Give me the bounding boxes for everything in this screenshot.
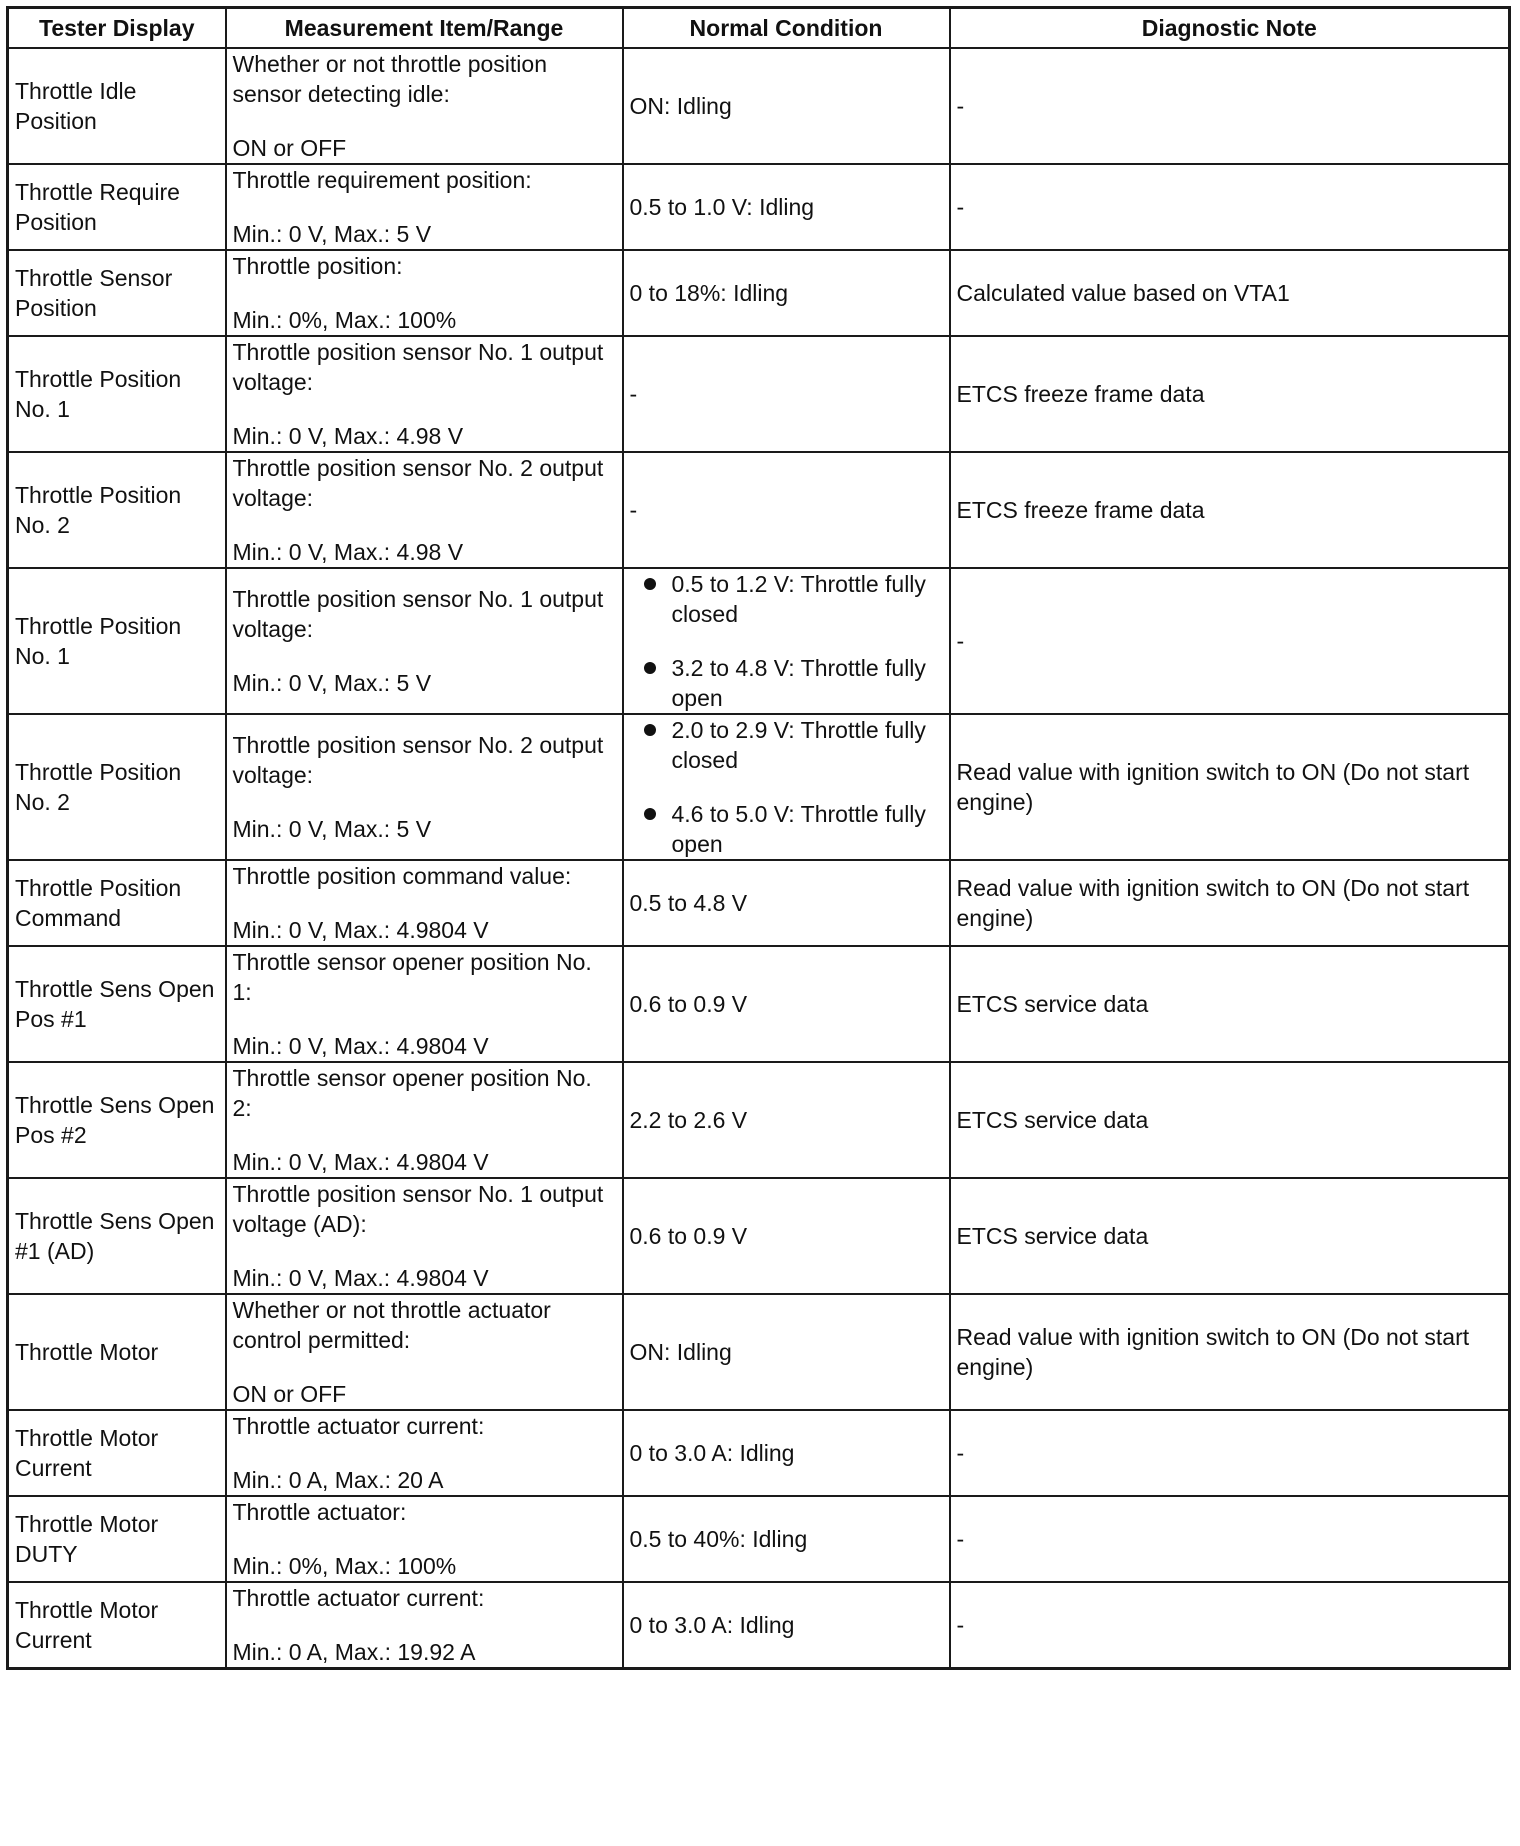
diagnostic-note-cell: Read value with ignition switch to ON (Do not start engine) (950, 714, 1510, 860)
table-row (8, 860, 1510, 946)
normal-condition-cell (623, 568, 950, 714)
measurement-cell (226, 1294, 623, 1410)
condition-item (624, 653, 949, 713)
normal-condition-cell: - (623, 452, 950, 568)
normal-condition-cell: 0.6 to 0.9 V (623, 1178, 950, 1294)
measurement-description: Throttle position sensor No. 1 output voltage: (232, 339, 604, 395)
measurement-range: Min.: 0 V, Max.: 4.9804 V (232, 917, 489, 943)
tester-display-cell: Throttle Position No. 1 (8, 336, 226, 452)
bullet-icon (644, 724, 656, 736)
condition-text: 2.0 to 2.9 V: Throttle fully closed (671, 717, 926, 773)
diagnostic-note-cell: - (950, 48, 1510, 164)
measurement-range: Min.: 0 V, Max.: 4.98 V (232, 539, 464, 565)
condition-item (624, 715, 949, 775)
measurement-range: Min.: 0 V, Max.: 4.9804 V (232, 1033, 489, 1059)
measurement-range: ON or OFF (232, 1381, 347, 1407)
table-row (8, 1582, 1510, 1669)
table-row (8, 164, 1510, 250)
tester-display-cell: Throttle Sens Open Pos #2 (8, 1062, 226, 1178)
measurement-range: Min.: 0 V, Max.: 5 V (232, 670, 432, 696)
normal-condition-cell: 0 to 3.0 A: Idling (623, 1582, 950, 1669)
diagnostic-note-cell: ETCS freeze frame data (950, 452, 1510, 568)
measurement-range: Min.: 0%, Max.: 100% (232, 307, 457, 333)
tester-display-cell: Throttle Sens Open #1 (AD) (8, 1178, 226, 1294)
measurement-range: Min.: 0 V, Max.: 5 V (232, 816, 432, 842)
measurement-description: Throttle position: (232, 253, 403, 279)
tester-display-cell: Throttle Position No. 2 (8, 714, 226, 860)
measurement-cell (226, 714, 623, 860)
measurement-cell (226, 1496, 623, 1582)
measurement-range: Min.: 0 A, Max.: 20 A (232, 1467, 444, 1493)
diagnostic-note-cell: Read value with ignition switch to ON (Do not start engine) (950, 860, 1510, 946)
header-normal-condition: Normal Condition (623, 8, 950, 49)
normal-condition-cell: - (623, 336, 950, 452)
tester-display-cell: Throttle Position Command (8, 860, 226, 946)
diagnostic-note-cell: - (950, 164, 1510, 250)
header-row (8, 8, 1510, 49)
bullet-icon (644, 662, 656, 674)
table-row (8, 1062, 1510, 1178)
measurement-description: Throttle actuator current: (232, 1413, 485, 1439)
table-row (8, 48, 1510, 164)
header-measurement-item: Measurement Item/Range (226, 8, 623, 49)
tester-display-cell: Throttle Position No. 2 (8, 452, 226, 568)
measurement-cell (226, 568, 623, 714)
measurement-range: Min.: 0 V, Max.: 4.9804 V (232, 1149, 489, 1175)
tester-display-cell: Throttle Position No. 1 (8, 568, 226, 714)
measurement-description: Throttle actuator: (232, 1499, 407, 1525)
measurement-description: Throttle position sensor No. 2 output voltage: (232, 732, 604, 788)
tester-display-cell: Throttle Sens Open Pos #1 (8, 946, 226, 1062)
table-row (8, 250, 1510, 336)
diagnostic-note-cell: ETCS service data (950, 1062, 1510, 1178)
measurement-description: Whether or not throttle actuator control permitted: (232, 1297, 551, 1353)
table-row (8, 946, 1510, 1062)
measurement-cell (226, 1410, 623, 1496)
measurement-description: Throttle sensor opener position No. 1: (232, 949, 592, 1005)
table-row (8, 568, 1510, 714)
bullet-icon (644, 578, 656, 590)
measurement-description: Throttle position sensor No. 1 output voltage (AD): (232, 1181, 604, 1237)
diagnostic-note-cell: - (950, 1410, 1510, 1496)
tester-display-cell: Throttle Motor DUTY (8, 1496, 226, 1582)
condition-list (624, 715, 949, 859)
measurement-description: Throttle position sensor No. 2 output voltage: (232, 455, 604, 511)
normal-condition-cell: ON: Idling (623, 48, 950, 164)
tester-display-cell: Throttle Idle Position (8, 48, 226, 164)
normal-condition-cell: 0 to 18%: Idling (623, 250, 950, 336)
normal-condition-cell: 0.5 to 1.0 V: Idling (623, 164, 950, 250)
measurement-description: Throttle position sensor No. 1 output voltage: (232, 586, 604, 642)
table-row (8, 452, 1510, 568)
normal-condition-cell: 0.5 to 40%: Idling (623, 1496, 950, 1582)
normal-condition-cell: ON: Idling (623, 1294, 950, 1410)
normal-condition-cell (623, 714, 950, 860)
tester-display-cell: Throttle Sensor Position (8, 250, 226, 336)
measurement-description: Throttle sensor opener position No. 2: (232, 1065, 592, 1121)
tester-display-cell: Throttle Require Position (8, 164, 226, 250)
diagnostic-note-cell: - (950, 1496, 1510, 1582)
table-row (8, 1178, 1510, 1294)
measurement-range: Min.: 0%, Max.: 100% (232, 1553, 457, 1579)
diagnostic-note-cell: ETCS freeze frame data (950, 336, 1510, 452)
condition-text: 3.2 to 4.8 V: Throttle fully open (671, 655, 926, 711)
diagnostic-note-cell: Read value with ignition switch to ON (Do not start engine) (950, 1294, 1510, 1410)
measurement-description: Whether or not throttle position sensor detecting idle: (232, 51, 547, 107)
measurement-cell (226, 164, 623, 250)
measurement-cell (226, 1062, 623, 1178)
bullet-icon (644, 808, 656, 820)
table-row (8, 1294, 1510, 1410)
measurement-range: Min.: 0 V, Max.: 4.9804 V (232, 1265, 489, 1291)
table-row (8, 336, 1510, 452)
diagnostic-note-cell: ETCS service data (950, 946, 1510, 1062)
measurement-description: Throttle requirement position: (232, 167, 532, 193)
normal-condition-cell: 0.6 to 0.9 V (623, 946, 950, 1062)
condition-item (624, 799, 949, 859)
condition-list (624, 569, 949, 713)
header-tester-display: Tester Display (8, 8, 226, 49)
measurement-range: Min.: 0 V, Max.: 5 V (232, 221, 432, 247)
diagnostic-note-cell: Calculated value based on VTA1 (950, 250, 1510, 336)
diagnostic-note-cell: - (950, 568, 1510, 714)
header-diagnostic-note: Diagnostic Note (950, 8, 1510, 49)
table-row (8, 1496, 1510, 1582)
table-row (8, 1410, 1510, 1496)
condition-item (624, 569, 949, 629)
tester-display-cell: Throttle Motor (8, 1294, 226, 1410)
diagnostic-note-cell: - (950, 1582, 1510, 1669)
measurement-cell (226, 336, 623, 452)
table-row (8, 714, 1510, 860)
normal-condition-cell: 0.5 to 4.8 V (623, 860, 950, 946)
throttle-data-table (6, 6, 1511, 1670)
measurement-cell (226, 452, 623, 568)
measurement-description: Throttle position command value: (232, 863, 572, 889)
measurement-range: ON or OFF (232, 135, 347, 161)
measurement-cell (226, 1582, 623, 1669)
diagnostic-note-cell: ETCS service data (950, 1178, 1510, 1294)
condition-text: 0.5 to 1.2 V: Throttle fully closed (671, 571, 926, 627)
measurement-cell (226, 946, 623, 1062)
normal-condition-cell: 2.2 to 2.6 V (623, 1062, 950, 1178)
measurement-cell (226, 48, 623, 164)
condition-text: 4.6 to 5.0 V: Throttle fully open (671, 801, 926, 857)
measurement-cell (226, 250, 623, 336)
measurement-cell (226, 1178, 623, 1294)
measurement-cell (226, 860, 623, 946)
measurement-description: Throttle actuator current: (232, 1585, 485, 1611)
measurement-range: Min.: 0 A, Max.: 19.92 A (232, 1639, 476, 1665)
normal-condition-cell: 0 to 3.0 A: Idling (623, 1410, 950, 1496)
tester-display-cell: Throttle Motor Current (8, 1410, 226, 1496)
measurement-range: Min.: 0 V, Max.: 4.98 V (232, 423, 464, 449)
tester-display-cell: Throttle Motor Current (8, 1582, 226, 1669)
data-list-sheet (6, 6, 1508, 1670)
